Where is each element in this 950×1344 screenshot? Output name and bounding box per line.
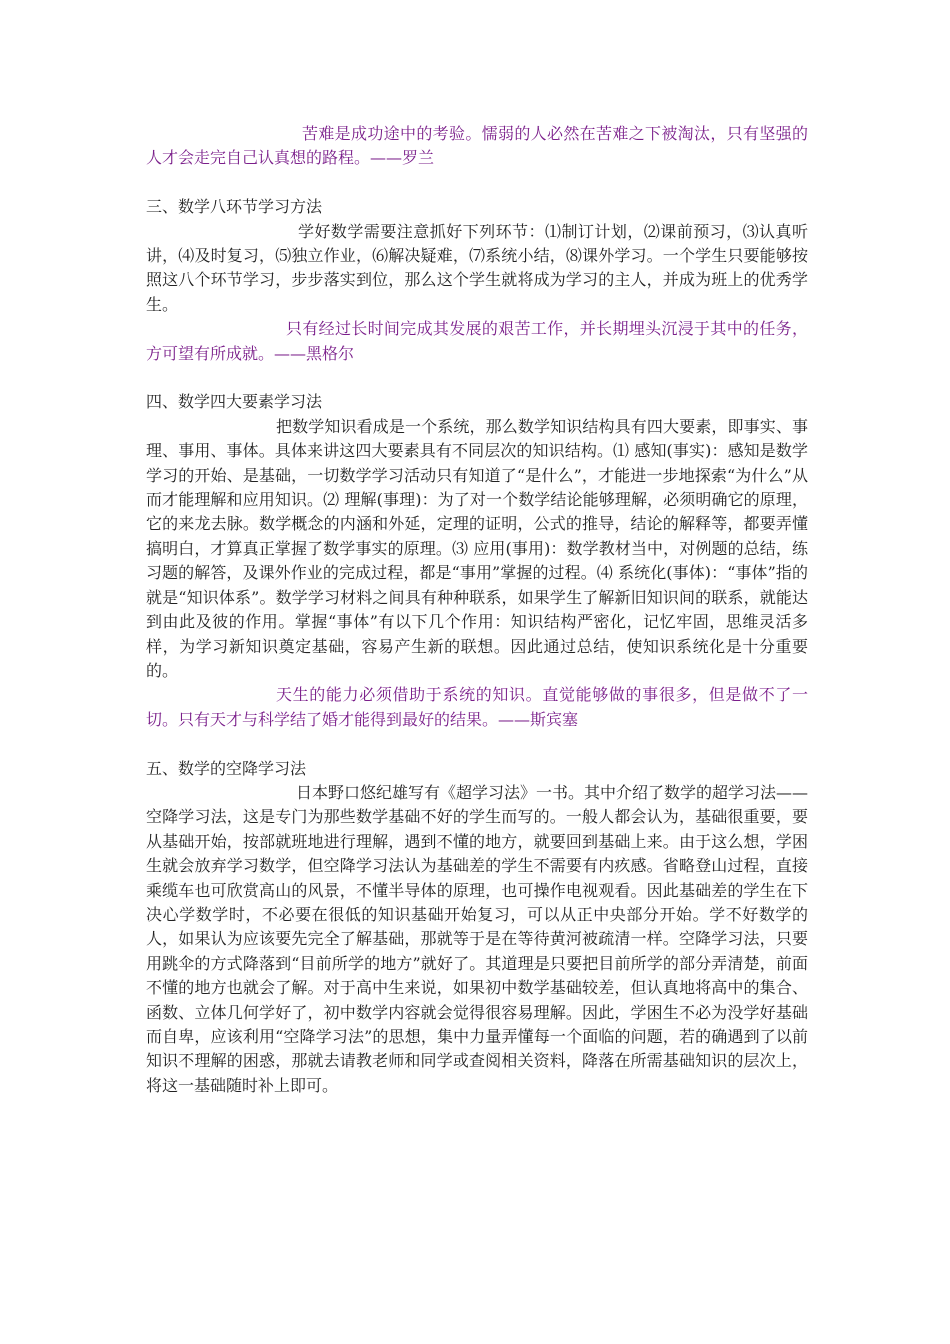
section-heading-four-elements: 四、数学四大要素学习法 <box>146 392 323 412</box>
section-body-four-elements: 把数学知识看成是一个系统，那么数学知识结构具有四大要素，即事实、事理、事用、事体。具体来讲这四大要素具有不同层次的知识结构。⑴ 感知(事实)：感知是数学学习的开始、是基础，一切数学学习活动只有知道了“是什么”，才能进一步地探索“为什么”从而才能理解和应用知识。⑵ 理解(事理)：为了对一个数学结论能够理解，必须明确它的原理，它的来龙去脉。数学概念的内涵和外延，定理的证明，公式的推导，结论的解释等，都要弄懂搞明白，才算真正掌握了数学事实的原理。⑶ 应用(事用)：数学教材当中，对例题的总结，练习题的解答，及课外作业的完成过程，都是“事用”掌握的过程。⑷ 系统化(事体)：“事体”指的就是“知识体系”。数学学习材料之间具有种种联系，如果学生了解新旧知识间的联系，就能达到由此及彼的作用。掌握“事体”有以下几个作用：知识结构严密化，记忆牢固，思维灵活多样，为学习新知识奠定基础，容易产生新的联想。因此通过总结，使知识系统化是十分重要的。 <box>146 416 808 680</box>
spacer <box>146 171 808 195</box>
spacer <box>146 366 808 390</box>
document-page <box>146 122 808 1098</box>
quote-luolan: 苦难是成功途中的考验。懦弱的人必然在苦难之下被淘汰，只有坚强的人才会走完自己认真想的路程。——罗兰 <box>146 124 808 168</box>
section-body-eight-steps: 学好数学需要注意抓好下列环节：⑴制订计划，⑵课前预习，⑶认真听讲，⑷及时复习，⑸独立作业，⑹解决疑难，⑺系统小结，⑻课外学习。一个学生只要能够按照这八个环节学习，步步落实到位，那么这个学生就将成为学习的主人，并成为班上的优秀学生。 <box>146 221 808 314</box>
section-heading-eight-steps: 三、数学八环节学习方法 <box>146 197 323 217</box>
quote-spencer: 天生的能力必须借助于系统的知识。直觉能够做的事很多，但是做不了一切。只有天才与科学结了婚才能得到最好的结果。——斯宾塞 <box>146 685 808 729</box>
section-body-airdrop: 日本野口悠纪雄写有《超学习法》一书。其中介绍了数学的超学习法——空降学习法，这是专门为那些数学基础不好的学生而写的。一般人都会认为，基础很重要，要从基础开始，按部就班地进行理解，遇到不懂的地方，就要回到基础上来。由于这么想，学困生就会放弃学习数学，但空降学习法认为基础差的学生不需要有内疚感。省略登山过程，直接乘缆车也可欣赏高山的风景，不懂半导体的原理，也可操作电视观看。因此基础差的学生在下决心学数学时，不必要在很低的知识基础开始复习，可以从正中央部分开始。学不好数学的人，如果认为应该要先完全了解基础，那就等于是在等待黄河被疏清一样。空降学习法，只要用跳伞的方式降落到“目前所学的地方”就好了。其道理是只要把目前所学的部分弄清楚，前面不懂的地方也就会了解。对于高中生来说，如果初中数学基础较差，但认真地将高中的集合、函数、立体几何学好了，初中数学内容就会觉得很容易理解。因此，学困生不必为没学好基础而自卑，应该利用“空降学习法”的思想，集中力量弄懂每一个面临的问题，若的确遇到了以前知识不理解的困惑，那就去请教老师和同学或查阅相关资料，降落在所需基础知识的层次上，将这一基础随时补上即可。 <box>146 782 809 1095</box>
quote-hegel: 只有经过长时间完成其发展的艰苦工作，并长期埋头沉浸于其中的任务，方可望有所成就。——黑格尔 <box>146 319 808 363</box>
spacer <box>146 732 808 756</box>
section-heading-airdrop: 五、数学的空降学习法 <box>146 758 307 778</box>
